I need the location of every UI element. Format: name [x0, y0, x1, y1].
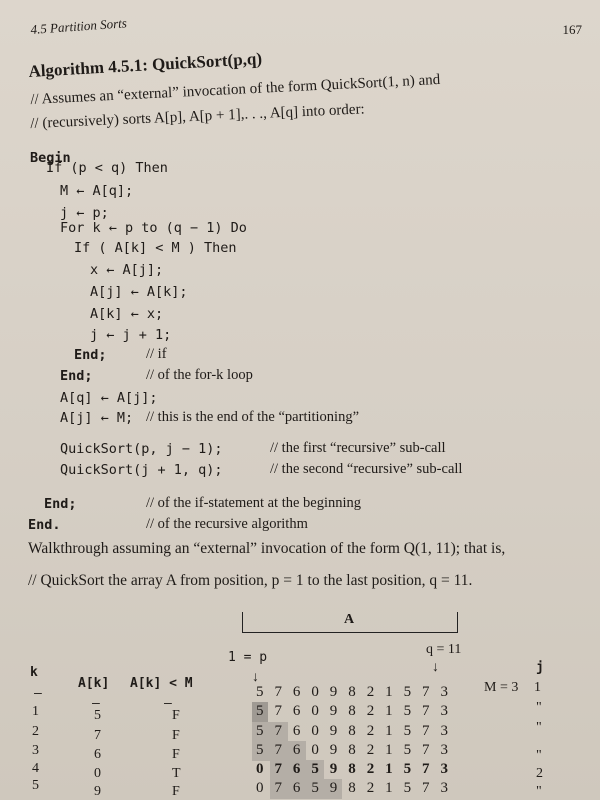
code-for-line: For k ← p to (q − 1) Do [60, 220, 247, 236]
code-ajm-assign: A[j] ← M; [60, 410, 134, 426]
code-j-assign: j ← p; [60, 205, 109, 221]
code-if-line: If (p < q) Then [46, 160, 168, 176]
array-label: A [344, 612, 355, 627]
code-call2-comment: // the second “recursive” sub-call [270, 461, 463, 477]
k-value: 5 [32, 778, 39, 793]
k-value: 1 [32, 704, 39, 719]
cmp-value: F [172, 747, 180, 762]
algorithm-comment-line2: // (recursively) sorts A[p], A[p + 1],. . ., A[q] into order: [30, 101, 366, 132]
code-inner-end: End; [74, 347, 107, 363]
j-value: " [536, 784, 542, 799]
ak-value: 9 [94, 784, 101, 799]
j-value: 2 [536, 766, 543, 781]
k-value: 2 [32, 724, 39, 739]
j-value: " [536, 748, 542, 763]
code-inner-end-comment: // if [146, 346, 167, 362]
col-header-j: j [536, 660, 544, 675]
cmp-value: F [172, 784, 180, 799]
code-x-assign: x ← A[j]; [90, 262, 164, 278]
q-arrow: ↓ [432, 660, 439, 675]
header-dash-ak: – [92, 696, 100, 711]
walkthrough-line1: Walkthrough assuming an “external” invocation of the form Q(1, 11); that is, [28, 540, 506, 557]
code-ajm-comment: // this is the end of the “partitioning” [146, 409, 360, 425]
ak-value: 6 [94, 747, 101, 762]
code-begin: Begin [30, 150, 71, 166]
code-alg-end: End. [28, 517, 61, 533]
code-aq-assign: A[q] ← A[j]; [60, 390, 158, 406]
array-state: 5 7 6 0 9 8 2 1 5 7 3 [256, 703, 452, 719]
array-state: 5 7 6 0 9 8 2 1 5 7 3 [256, 723, 452, 739]
array-state: 5 7 6 0 9 8 2 1 5 7 3 [256, 684, 452, 700]
array-state: 0 7 6 5 9 8 2 1 5 7 3 [256, 780, 452, 796]
ak-value: 0 [94, 766, 101, 781]
p-arrow: ↓ [252, 670, 259, 685]
q-label: q = 11 [426, 642, 462, 657]
ak-value: 7 [94, 728, 101, 743]
algorithm-comment-line1: // Assumes an “external” invocation of the form QuickSort(1, n) and [30, 71, 441, 108]
array-state: 0 7 6 5 9 8 2 1 5 7 3 [256, 761, 452, 777]
code-m-assign: M ← A[q]; [60, 183, 134, 199]
k-value: 4 [32, 761, 39, 776]
code-ak-assign: A[k] ← x; [90, 306, 164, 322]
code-inner-if: If ( A[k] < M ) Then [74, 240, 237, 256]
cmp-value: F [172, 728, 180, 743]
cmp-value: T [172, 766, 181, 781]
col-header-ak: A[k] [78, 676, 110, 691]
code-call1-comment: // the first “recursive” sub-call [270, 440, 446, 456]
code-for-end-comment: // of the for-k loop [146, 367, 253, 383]
code-if-end-comment: // of the if-statement at the beginning [146, 495, 362, 511]
code-for-end: End; [60, 368, 93, 384]
array-state: 5 7 6 0 9 8 2 1 5 7 3 [256, 742, 452, 758]
code-aj-assign: A[j] ← A[k]; [90, 284, 188, 300]
j-value: 1 [534, 680, 541, 695]
header-dash-cmp: – [164, 696, 172, 711]
header-dash-k: – [34, 686, 42, 701]
ak-value: 5 [94, 708, 101, 723]
section-header: 4.5 Partition Sorts [30, 15, 128, 37]
code-call1: QuickSort(p, j − 1); [60, 441, 223, 457]
p-label: 1 = p [228, 650, 268, 665]
algorithm-title: Algorithm 4.5.1: QuickSort(p,q) [28, 48, 263, 81]
j-value: " [536, 700, 542, 715]
j-value: " [536, 720, 542, 735]
cmp-value: F [172, 708, 180, 723]
m-value: M = 3 [484, 680, 519, 695]
page-number: 167 [562, 22, 582, 37]
code-call2: QuickSort(j + 1, q); [60, 462, 223, 478]
col-header-cmp: A[k] < M [130, 676, 193, 691]
code-if-end: End; [44, 496, 77, 512]
k-value: 3 [32, 743, 39, 758]
col-header-k: k [30, 665, 38, 680]
walkthrough-line2: // QuickSort the array A from position, p = 1 to the last position, q = 11. [28, 572, 473, 589]
code-alg-end-comment: // of the recursive algorithm [146, 516, 308, 532]
code-j-inc: j ← j + 1; [90, 327, 172, 343]
